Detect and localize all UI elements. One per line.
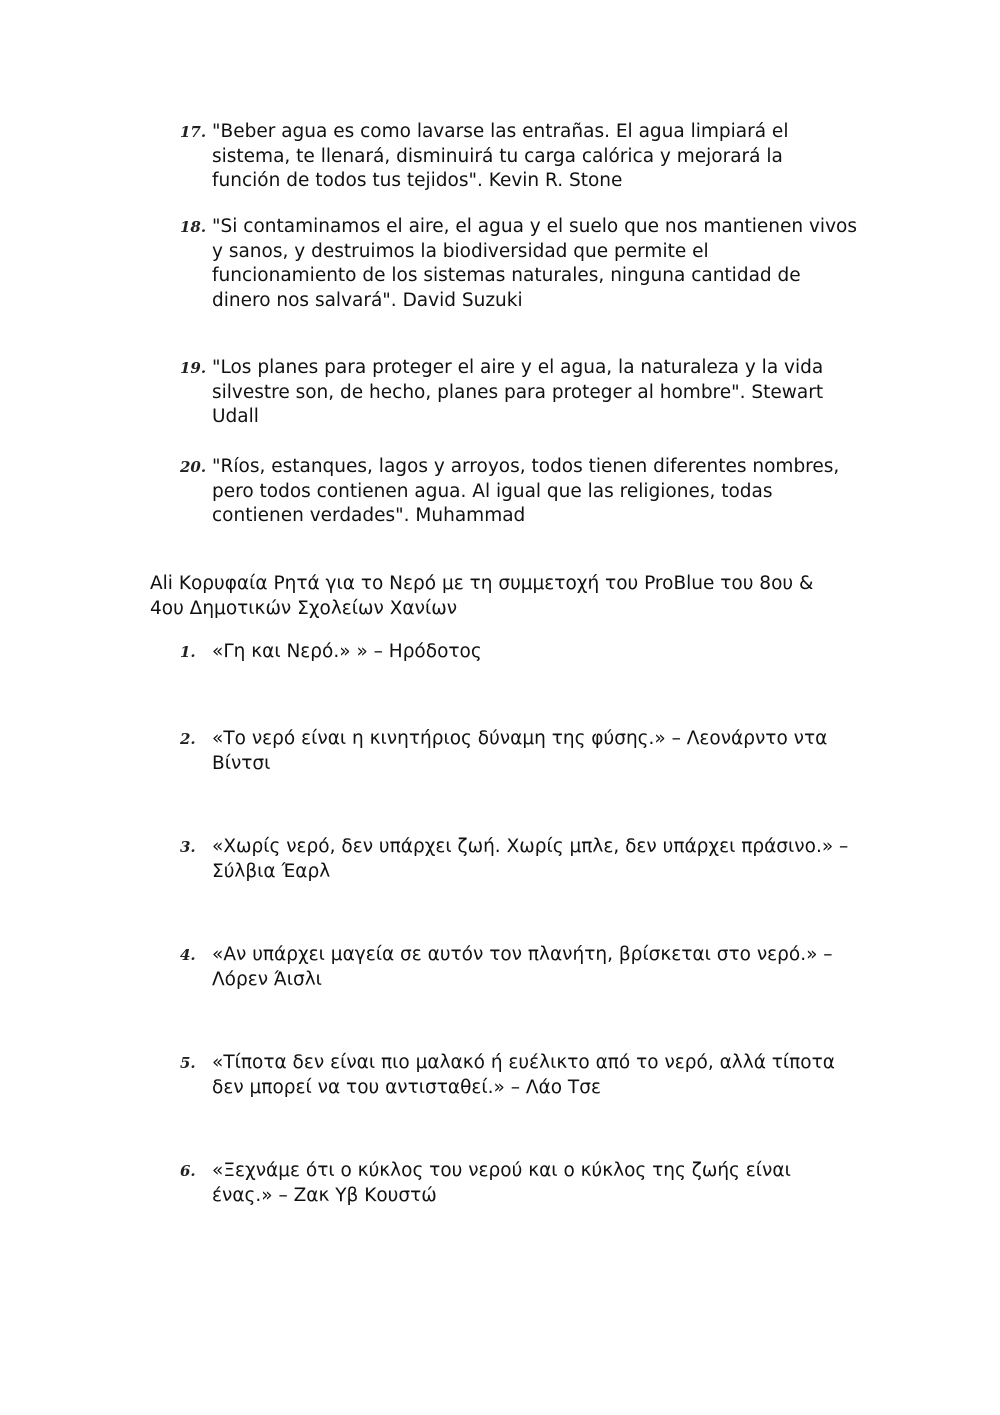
quote-text: "Si contaminamos el aire, el agua y el suelo que nos mantienen vivos y sanos, y destruimos la biodiversidad que permite el funcionamiento de los sistemas naturales, ninguna cantidad de dinero nos salvará". David Suzuki xyxy=(212,216,857,311)
quote-number: 6. xyxy=(180,1162,196,1180)
quote-text: "Beber agua es como lavarse las entrañas. El agua limpiará el sistema, te llenará, disminuirá tu carga calórica y mejorará la función de todos tus tejidos". Kevin R. Stone xyxy=(212,121,789,191)
quote-number: 18. xyxy=(180,218,207,236)
quote-text: «Αν υπάρχει μαγεία σε αυτόν τον πλανήτη, βρίσκεται στο νερό.» – Λόρεν Άισλι xyxy=(212,944,833,990)
quote-text: «Ξεχνάμε ότι ο κύκλος του νερού και ο κύκλος της ζωής είναι ένας.» – Ζακ Υβ Κουστώ xyxy=(212,1160,791,1206)
section-heading: Ali Κορυφαία Ρητά για το Νερό με τη συμμετοχή του ProBlue του 8ου & 4ου Δημοτικών Σχολείων Χανίων xyxy=(150,573,814,619)
quote-text: «Γη και Νερό.» » – Ηρόδοτος xyxy=(212,641,482,662)
quote-number: 2. xyxy=(180,730,196,748)
quote-number: 17. xyxy=(180,123,207,141)
quote-text: "Ríos, estanques, lagos y arroyos, todos tienen diferentes nombres, pero todos contienen agua. Al igual que las religiones, todas contienen verdades". Muhammad xyxy=(212,456,840,526)
quote-number: 3. xyxy=(180,838,196,856)
quote-number: 4. xyxy=(180,946,196,964)
quote-number: 1. xyxy=(180,643,196,661)
quote-text: "Los planes para proteger el aire y el agua, la naturaleza y la vida silvestre son, de hecho, planes para proteger al hombre". Stewart Udall xyxy=(212,357,824,427)
quote-text: «Τίποτα δεν είναι πιο μαλακό ή ευέλικτο από το νερό, αλλά τίποτα δεν μπορεί να του αντισταθεί.» – Λάο Τσε xyxy=(212,1052,835,1098)
quote-text: «Χωρίς νερό, δεν υπάρχει ζωή. Χωρίς μπλε, δεν υπάρχει πράσινο.» – Σύλβια Έαρλ xyxy=(212,836,849,882)
quote-number: 20. xyxy=(180,458,207,476)
quote-number: 5. xyxy=(180,1054,196,1072)
quote-text: «Το νερό είναι η κινητήριος δύναμη της φύσης.» – Λεονάρντο ντα Βίντσι xyxy=(212,728,828,774)
quote-number: 19. xyxy=(180,359,207,377)
